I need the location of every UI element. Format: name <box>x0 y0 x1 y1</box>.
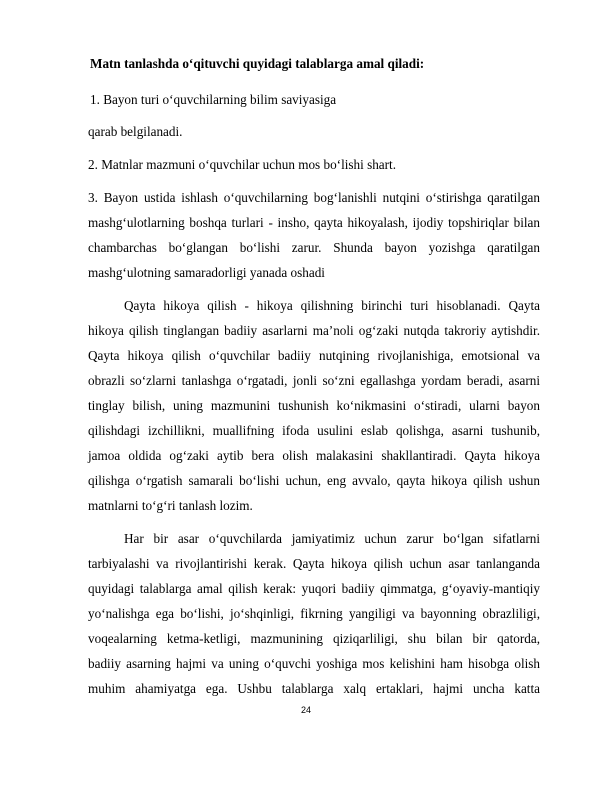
paragraph-2-line: muhim ahamiyatga ega. Ushbu talablarga xalq ertaklari, hajmi uncha katta <box>88 681 540 696</box>
list-item-3-line: mashgʻulotning samaradorligi yanada oshadi <box>88 265 325 280</box>
list-item-3-line: chambarchas boʻglangan boʻlishi zarur. Shunda bayon yozishga qaratilgan <box>88 240 540 255</box>
paragraph-2-line: badiiy asarning hajmi va uning oʻquvchi yoshiga mos kelishini ham hisobga olish <box>88 656 540 671</box>
paragraph-1-line: Qayta hikoya qilish oʻquvchilar badiiy nutqining rivojlanishiga, emotsional va <box>88 348 540 363</box>
paragraph-1-line: qilishga oʻrgatish samarali boʻlishi uchun, eng avvalo, qayta hikoya qilish ushun <box>88 473 540 488</box>
paragraph-1-line: hikoya qilish tinglangan badiiy asarlarni ma’noli ogʻzaki nutqda takroriy aytishdir. <box>88 323 540 338</box>
paragraph-1-line: matnlarni toʻgʻri tanlash lozim. <box>88 498 253 513</box>
paragraph-2-line: yoʻnalishga ega boʻlishi, joʻshqinligi, fikrning yangiligi va bayonning obrazliligi, <box>88 606 540 621</box>
paragraph-1-line: jamoa oldida ogʻzaki aytib bera olish malakasini shakllantiradi. Qayta hikoya <box>88 448 540 463</box>
paragraph-1-line: qilishdagi izchillikni, muallifning ifoda usulini eslab qolishga, asarni tushunib, <box>88 423 540 438</box>
list-item-1-line-2: qarab belgilanadi. <box>88 124 183 139</box>
list-item-1-line-1: 1. Bayon turi o‘quvchilarning bilim saviyasiga <box>90 92 337 107</box>
list-item-3-line: mashgʻulotlarning boshqa turlari - insho, qayta hikoyalash, ijodiy topshiriqlar bilan <box>88 215 540 230</box>
paragraph-1-line: Qayta hikoya qilish - hikoya qilishning birinchi turi hisoblanadi. Qayta <box>124 298 540 313</box>
list-item-3-line: 3. Bayon ustida ishlash oʻquvchilarning bogʻlanishli nutqini oʻstirishga qaratilgan <box>88 190 540 205</box>
page-number: 24 <box>300 705 311 715</box>
list-item-2: 2. Matnlar mazmuni oʻquvchilar uchun mos boʻlishi shart. <box>88 157 397 172</box>
paragraph-2-line: voqealarning ketma-ketligi, mazmunining qiziqarliligi, shu bilan bir qatorda, <box>88 631 540 646</box>
paragraph-2-line: Har bir asar oʻquvchilarda jamiyatimiz uchun zarur boʻlgan sifatlarni <box>124 531 540 546</box>
paragraph-2-line: tarbiyalashi va rivojlantirishi kerak. Qayta hikoya qilish uchun asar tanlanganda <box>88 556 540 571</box>
section-heading: Matn tanlashda oʻqituvchi quyidagi talablarga amal qiladi: <box>90 56 425 71</box>
paragraph-2-line: quyidagi talablarga amal qilish kerak: yuqori badiiy qimmatga, gʻoyaviy-mantiqiy <box>88 581 540 596</box>
paragraph-1-line: tinglay bilish, uning mazmunini tushunish koʻnikmasini oʻstiradi, ularni bayon <box>88 398 540 413</box>
paragraph-1-line: obrazli soʻzlarni tanlashga oʻrgatadi, jonli soʻzni egallashga yordam beradi, asarni <box>88 373 540 388</box>
